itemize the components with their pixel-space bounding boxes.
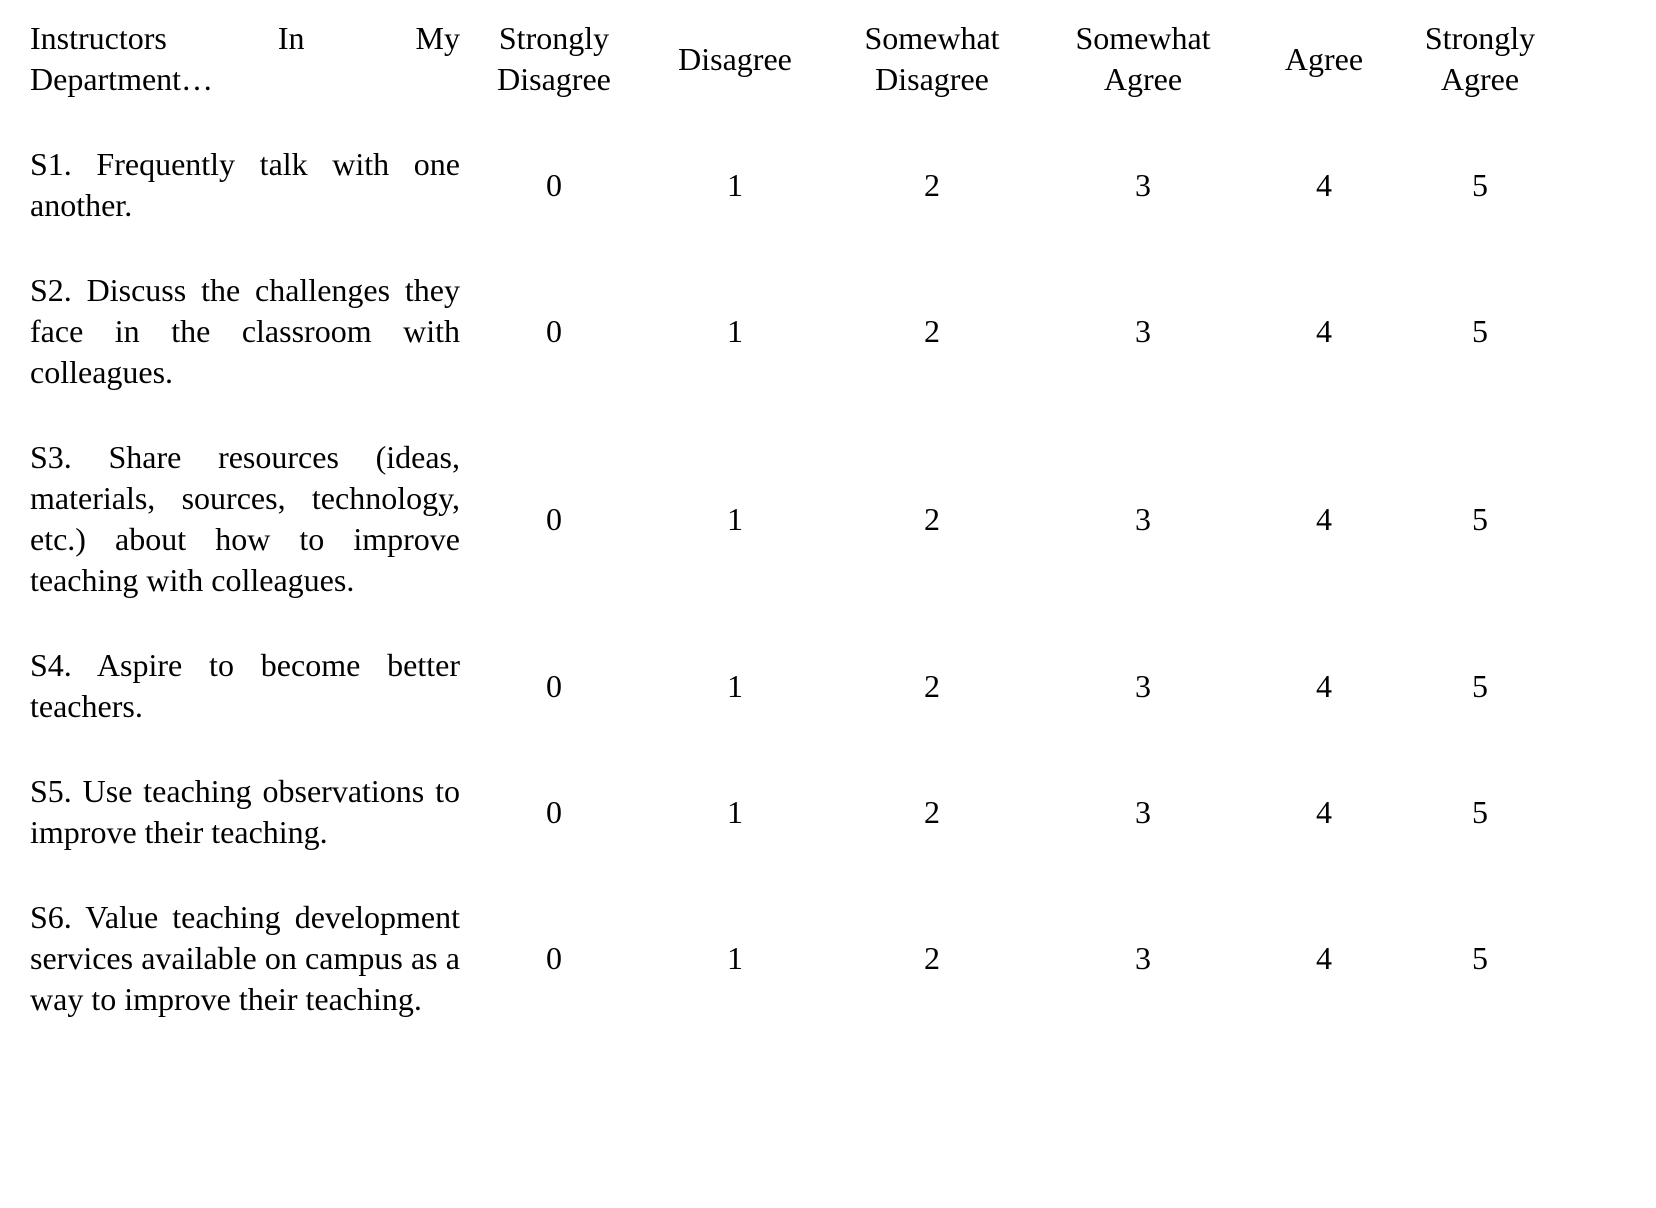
scale-value: 5: [1472, 667, 1488, 704]
scale-value: 2: [924, 940, 940, 976]
stem-header: [30, 18, 460, 100]
item-statement: S4. Aspire to become better teachers.: [30, 647, 460, 724]
scale-value: 4: [1316, 313, 1332, 349]
scale-value: 0: [546, 793, 562, 830]
scale-value: 4: [1316, 500, 1332, 537]
scale-value: 5: [1472, 313, 1488, 349]
row-spacer: [30, 226, 1556, 270]
scale-value: 3: [1135, 940, 1151, 976]
scale-value: 4: [1316, 166, 1332, 203]
scale-value: 3: [1135, 313, 1151, 349]
item-statement: S5. Use teaching observations to improve their teaching.: [30, 773, 460, 850]
item-statement: S1. Frequently talk with one another.: [30, 146, 460, 223]
likert-table: [30, 18, 1556, 1020]
scale-value: 1: [727, 667, 743, 704]
row-spacer: [30, 393, 1556, 437]
row-spacer-cell: [30, 727, 1556, 771]
row-spacer-cell: [30, 601, 1556, 645]
scale-value: 1: [727, 313, 743, 349]
scale-value: 0: [546, 166, 562, 203]
column-header-strongly-disagree: [460, 18, 648, 100]
row-spacer-cell: [30, 226, 1556, 270]
row-spacer: [30, 601, 1556, 645]
scale-value: 0: [546, 313, 562, 349]
scale-value: 2: [924, 166, 940, 203]
scale-value: 3: [1135, 667, 1151, 704]
column-header-line1: Somewhat: [1075, 20, 1211, 56]
scale-value: 3: [1135, 793, 1151, 830]
column-header-line2: Agree: [1103, 61, 1183, 97]
scale-value: 1: [727, 793, 743, 830]
table-row: [30, 645, 1556, 727]
row-spacer-cell: [30, 853, 1556, 897]
scale-value: 2: [924, 500, 940, 537]
scale-value: 4: [1316, 793, 1332, 830]
column-header-line1: Strongly: [498, 20, 610, 56]
table-row: [30, 771, 1556, 853]
scale-value: 5: [1472, 500, 1488, 537]
stem-header-line2: Department…: [30, 61, 214, 97]
column-header-line1: Strongly: [1424, 20, 1536, 56]
table-row: [30, 270, 1556, 393]
column-header-line2: Agree: [1440, 61, 1520, 97]
scale-value: 3: [1135, 166, 1151, 203]
row-spacer: [30, 100, 1556, 144]
column-header-strongly-agree: [1404, 18, 1556, 100]
row-spacer: [30, 853, 1556, 897]
scale-value: 5: [1472, 166, 1488, 203]
scale-value: 4: [1316, 667, 1332, 704]
scale-value: 1: [727, 940, 743, 976]
scale-value: 2: [924, 667, 940, 704]
item-statement: S6. Value teaching development services available on campus as a way to improve their teaching.: [30, 899, 460, 1017]
column-header-line1: Agree: [1284, 40, 1364, 77]
scale-value: 1: [727, 500, 743, 537]
column-header-line2: Disagree: [875, 61, 989, 97]
scale-value: 5: [1472, 793, 1488, 830]
scale-value: 1: [727, 166, 743, 203]
row-spacer-cell: [30, 100, 1556, 144]
scale-value: 4: [1316, 940, 1332, 976]
column-header-line2: Disagree: [497, 61, 611, 97]
table-row: [30, 144, 1556, 226]
column-header-agree: [1244, 18, 1404, 100]
column-header-disagree: [648, 18, 822, 100]
item-statement: S2. Discuss the challenges they face in the classroom with colleagues.: [30, 272, 460, 390]
scale-value: 2: [924, 793, 940, 830]
item-rows: [30, 100, 1556, 1020]
scale-value: 2: [924, 313, 940, 349]
row-spacer-cell: [30, 393, 1556, 437]
column-header-somewhat-agree: [1042, 18, 1244, 100]
row-spacer: [30, 727, 1556, 771]
scale-value: 3: [1135, 500, 1151, 537]
scale-value: 0: [546, 940, 562, 976]
scale-value: 5: [1472, 940, 1488, 976]
scale-value: 0: [546, 667, 562, 704]
column-header-line1: Disagree: [678, 40, 792, 77]
table-row: [30, 897, 1556, 1020]
table-row: [30, 437, 1556, 601]
stem-header-line1: Instructors In My: [30, 20, 460, 56]
item-statement: S3. Share resources (ideas, materials, sources, technology, etc.) about how to improve teaching with colleagues.: [30, 439, 460, 598]
column-header-line1: Somewhat: [864, 20, 1000, 56]
header-row: [30, 18, 1556, 100]
scale-value: 0: [546, 500, 562, 537]
column-header-somewhat-disagree: [822, 18, 1042, 100]
